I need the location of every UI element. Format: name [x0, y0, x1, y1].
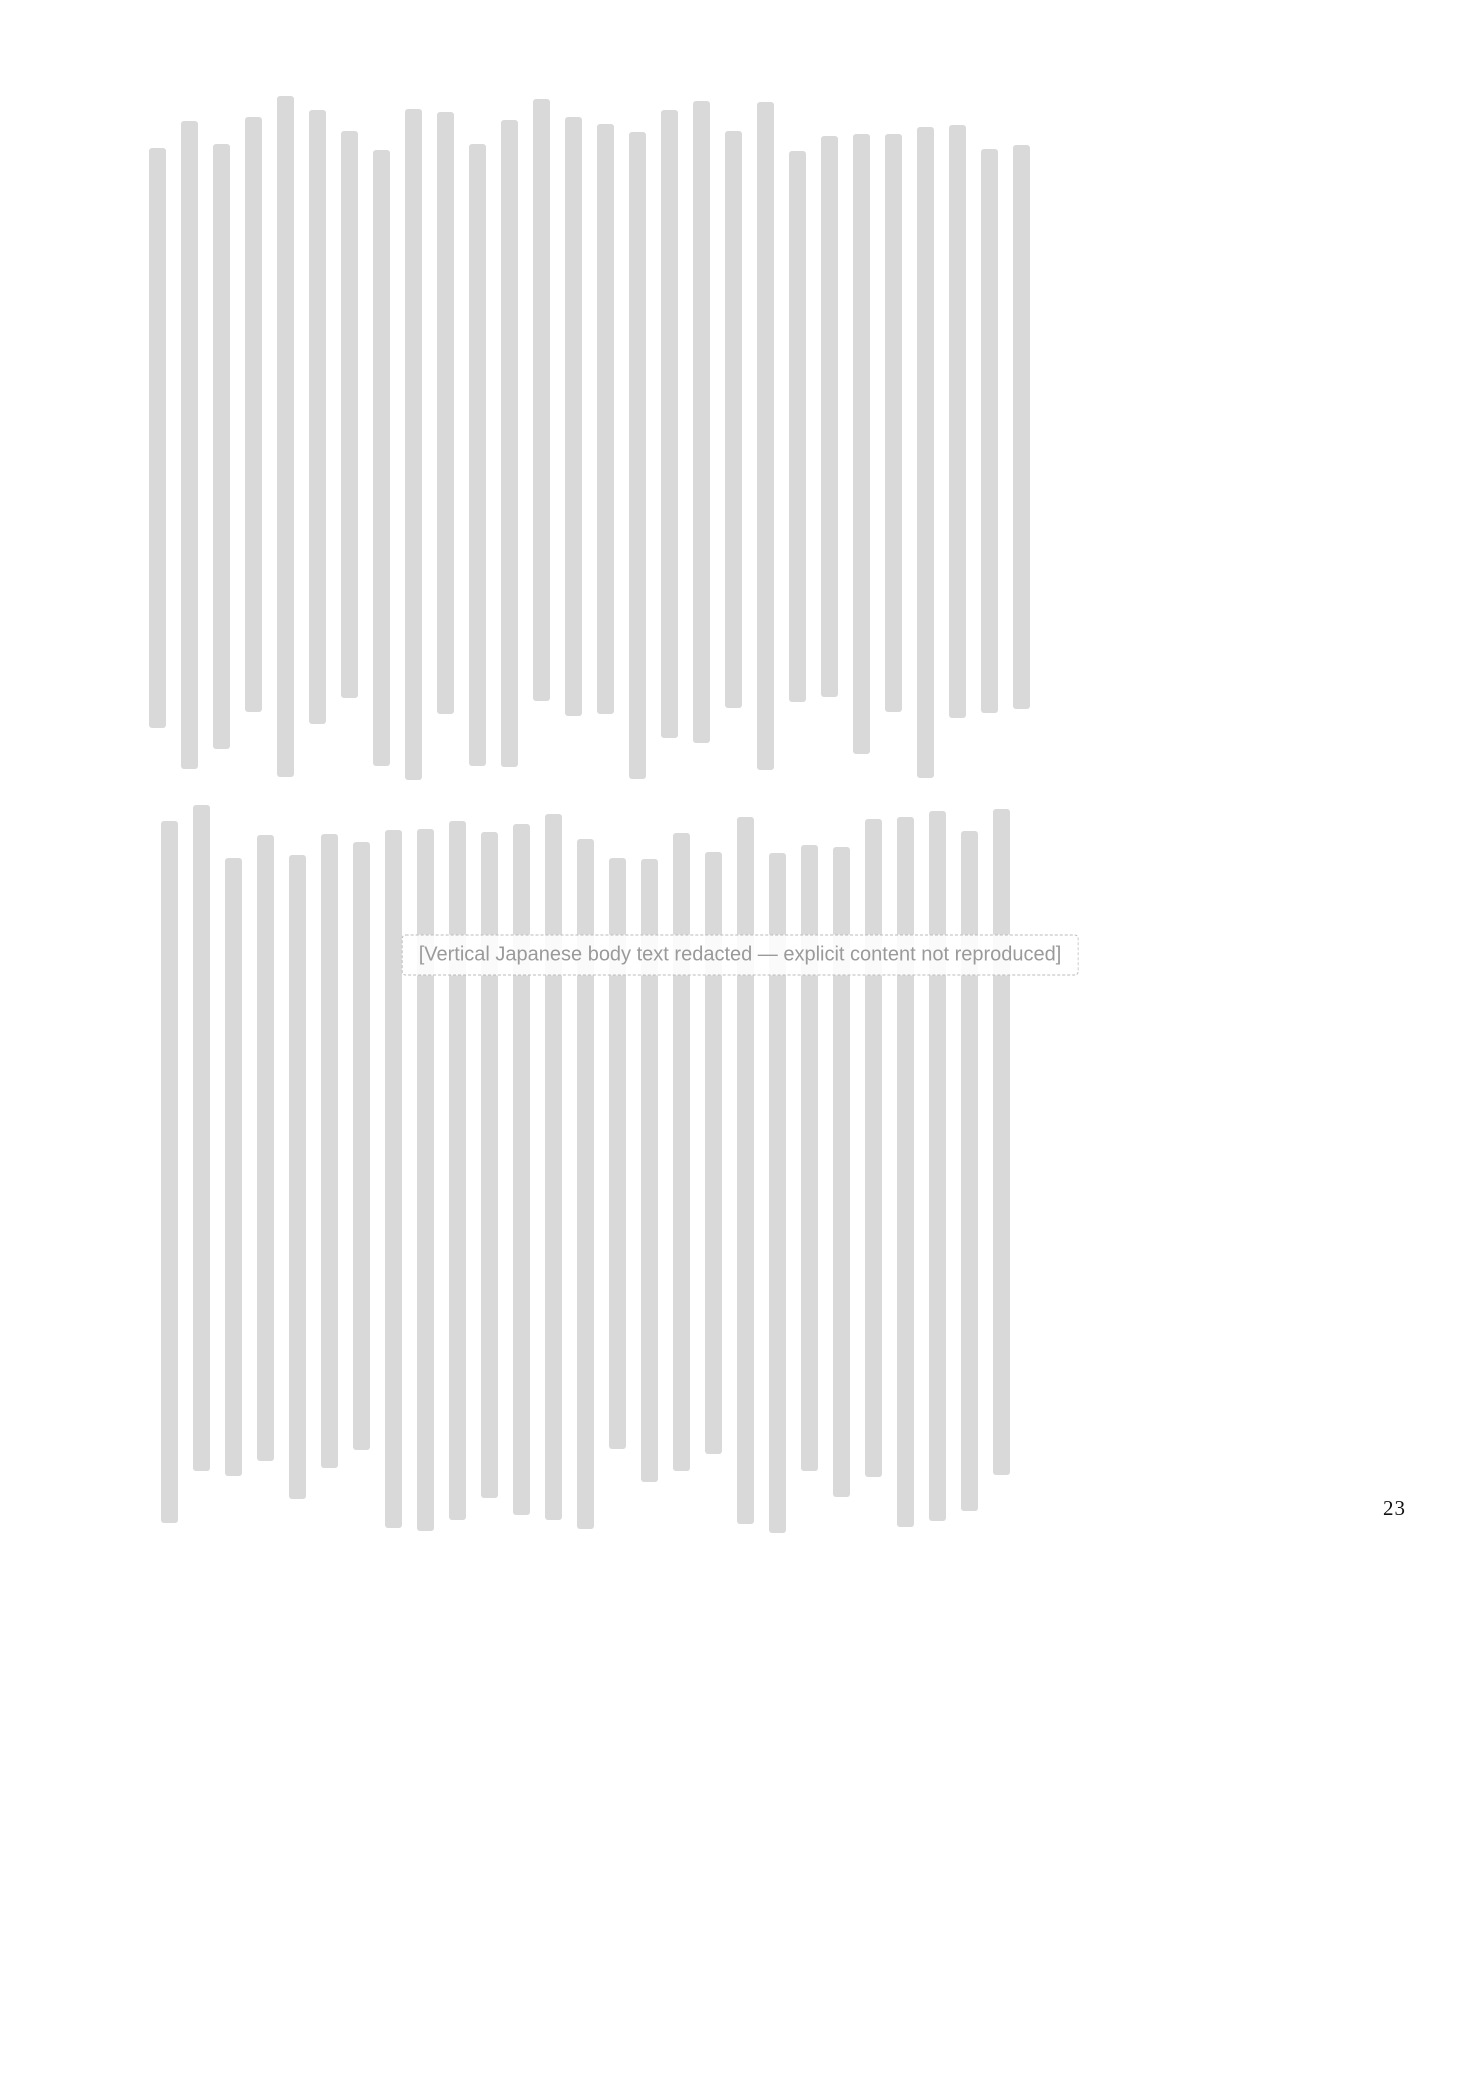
redacted-text-column [321, 834, 338, 1468]
redacted-text-column [373, 150, 390, 766]
redacted-text-column [181, 121, 198, 769]
redacted-text-column [257, 835, 274, 1461]
redacted-text-column [385, 830, 402, 1528]
redacted-text-column [341, 131, 358, 698]
redacted-text-column [149, 148, 166, 728]
redacted-text-column [993, 809, 1010, 1475]
redacted-text-column [405, 109, 422, 780]
redacted-text-column [501, 120, 518, 767]
redacted-text-column [277, 96, 294, 777]
redacted-text-column [309, 110, 326, 724]
redacted-text-column [629, 132, 646, 779]
redacted-text-column [897, 817, 914, 1527]
redacted-text-column [469, 144, 486, 766]
redacted-text-column [565, 117, 582, 716]
redacted-text-column [865, 819, 882, 1477]
redacted-text-column [737, 817, 754, 1524]
text-block-bottom [138, 800, 1010, 1535]
redacted-text-column [533, 99, 550, 701]
page-number: 23 [1383, 1496, 1406, 1520]
redacted-text-column [597, 124, 614, 714]
redacted-text-column [917, 127, 934, 778]
redacted-text-column [789, 151, 806, 702]
redacted-text-column [353, 842, 370, 1450]
redacted-text-column [545, 814, 562, 1520]
redacted-text-column [661, 110, 678, 738]
redacted-text-column [437, 112, 454, 714]
redacted-text-column [245, 117, 262, 712]
redacted-text-column [289, 855, 306, 1499]
redaction-notice: [Vertical Japanese body text redacted — explicit content not reproduced] [402, 935, 1079, 976]
redacted-text-column [757, 102, 774, 770]
redacted-text-column [929, 811, 946, 1521]
redacted-text-column [673, 833, 690, 1471]
redacted-text-column [481, 832, 498, 1498]
redacted-text-column [449, 821, 466, 1520]
redacted-text-column [213, 144, 230, 749]
redacted-text-column [853, 134, 870, 754]
redacted-text-column [949, 125, 966, 718]
redacted-text-column [225, 858, 242, 1476]
redacted-text-column [693, 101, 710, 743]
redacted-text-column [161, 821, 178, 1523]
text-block-top [118, 92, 1030, 782]
redacted-text-column [513, 824, 530, 1515]
redacted-text-column [885, 134, 902, 712]
redacted-text-column [193, 805, 210, 1471]
redacted-text-column [725, 131, 742, 708]
redacted-text-column [981, 149, 998, 713]
redacted-text-column [961, 831, 978, 1511]
redacted-text-column [821, 136, 838, 697]
redacted-text-column [1013, 145, 1030, 709]
